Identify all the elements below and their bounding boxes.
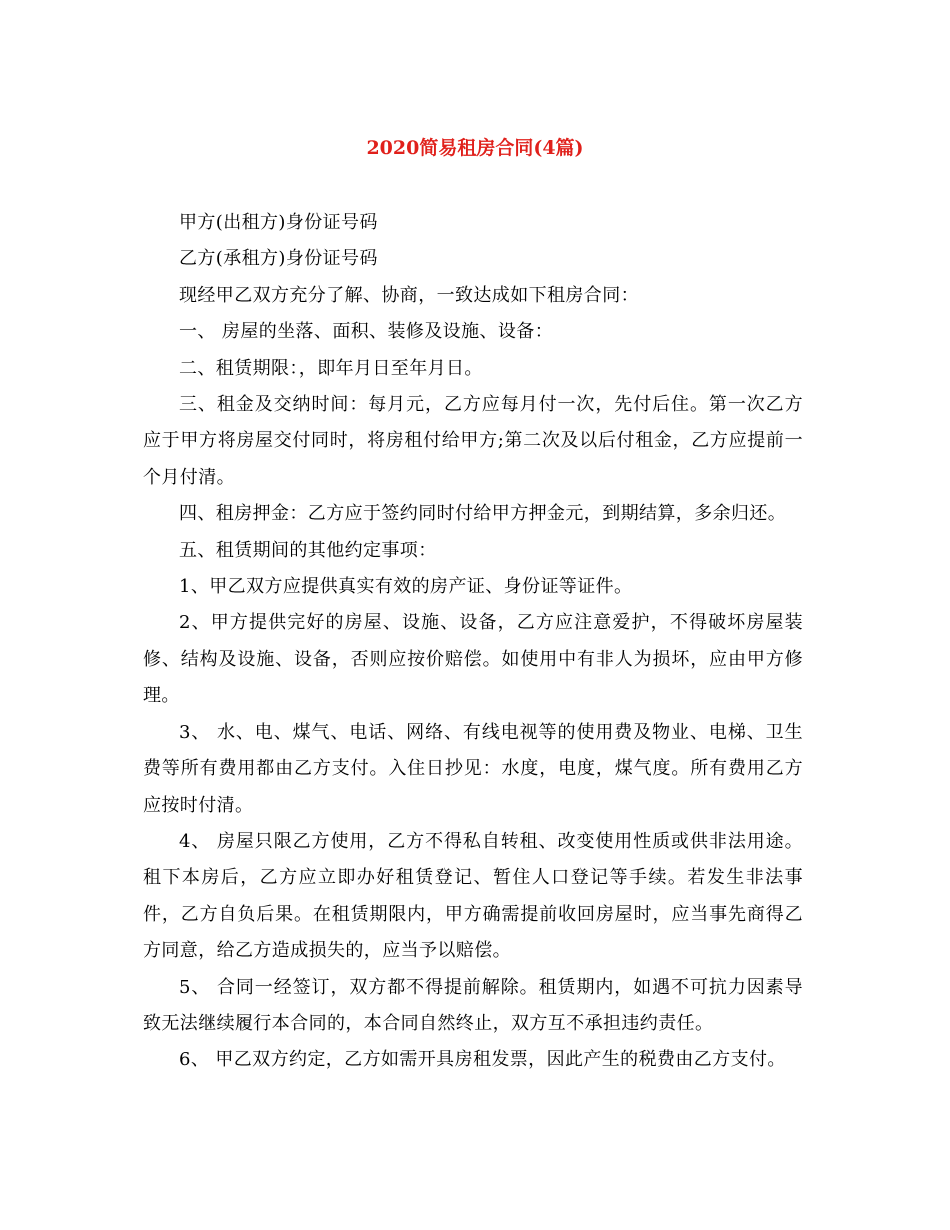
paragraph-party-b: 乙方(承租方)身份证号码	[179, 248, 378, 270]
paragraph-item-1: 1、甲乙双方应提供真实有效的房产证、身份证等证件。	[179, 576, 633, 598]
paragraph-clause-1: 一、 房屋的坐落、面积、装修及设施、设备：	[179, 321, 554, 343]
paragraph-item-4: 4、 房屋只限乙方使用，乙方不得私自转租、改变使用性质或供非法用途。租下本房后，乙方应立即办好租赁登记、暂住人口登记等手续。若发生非法事件，乙方自负后果。在租赁期限内，甲方确需提前收回房屋时，应当事先商得乙方同意，给乙方造成损失的，应当予以赔偿。	[143, 830, 803, 962]
paragraph-clause-3: 三、租金及交纳时间：每月元，乙方应每月付一次，先付后住。第一次乙方应于甲方将房屋交付同时，将房租付给甲方;第二次及以后付租金，乙方应提前一个月付清。	[143, 394, 803, 488]
paragraph-item-5: 5、 合同一经签订，双方都不得提前解除。租赁期内，如遇不可抗力因素导致无法继续履行本合同的，本合同自然终止，双方互不承担违约责任。	[143, 976, 803, 1034]
paragraph-clause-2: 二、租赁期限：，即年月日至年月日。	[179, 357, 483, 379]
paragraph-agreement-intro: 现经甲乙双方充分了解、协商，一致达成如下租房合同：	[179, 284, 639, 306]
paragraph-item-2: 2、甲方提供完好的房屋、设施、设备，乙方应注意爱护，不得破坏房屋装修、结构及设施、设备，否则应按价赔偿。如使用中有非人为损坏，应由甲方修理。	[143, 612, 803, 707]
paragraph-item-3: 3、 水、电、煤气、电话、网络、有线电视等的使用费及物业、电梯、卫生费等所有费用都由乙方支付。入住日抄见：水度，电度，煤气度。所有费用乙方应按时付清。	[143, 721, 803, 816]
document-body	[143, 205, 803, 1079]
paragraph-clause-5: 五、租赁期间的其他约定事项：	[179, 539, 437, 561]
paragraph-item-6: 6、 甲乙双方约定，乙方如需开具房租发票，因此产生的税费由乙方支付。	[179, 1049, 786, 1071]
paragraph-party-a: 甲方(出租方)身份证号码	[179, 212, 378, 233]
paragraph-clause-4: 四、租房押金：乙方应于签约同时付给甲方押金元，到期结算，多余归还。	[179, 503, 787, 525]
document-title: 2020简易租房合同(4篇)	[366, 137, 584, 159]
